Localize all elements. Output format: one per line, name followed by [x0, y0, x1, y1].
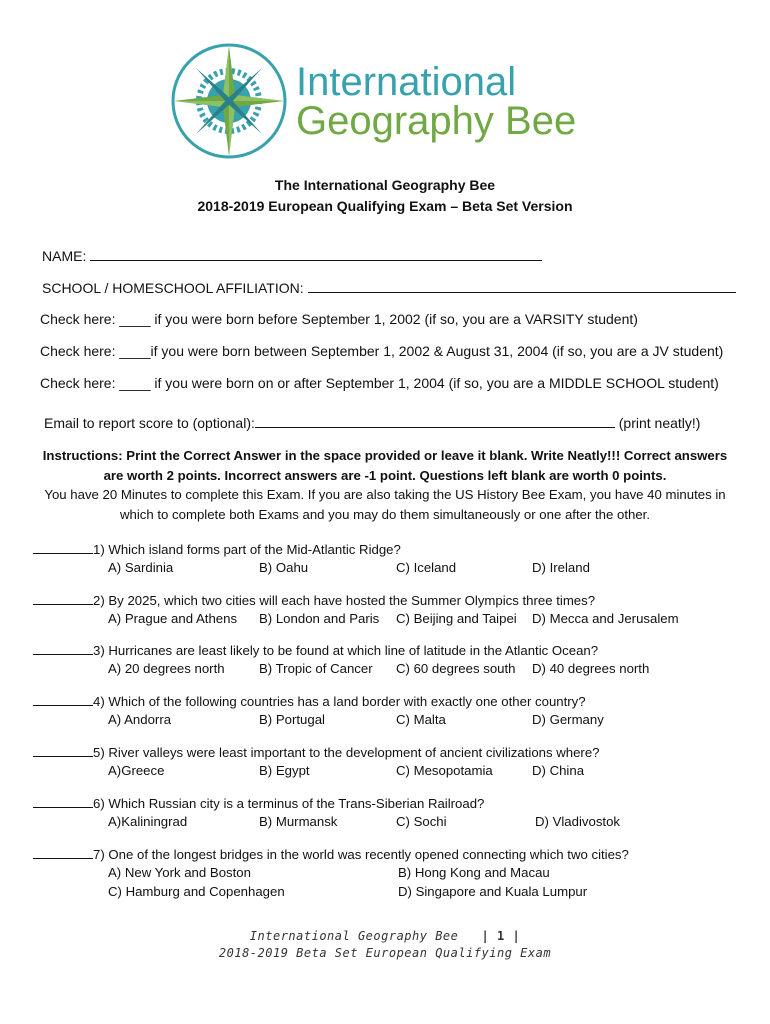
option: B) Portugal	[259, 712, 325, 727]
option: D) Singapore and Kuala Lumpur	[398, 884, 588, 899]
logo-wordmark-line1: International	[296, 60, 517, 104]
option: B) Murmansk	[259, 814, 338, 829]
check-middle-school[interactable]: Check here: ____ if you were born on or after September 1, 2004 (if so, you are a MIDDLE SCHOOL student)	[40, 375, 719, 391]
compass-rose-logo	[168, 40, 290, 162]
option: A) Sardinia	[108, 560, 174, 575]
option: C) Malta	[396, 712, 446, 727]
question-4[interactable]	[33, 693, 586, 709]
option: D) Mecca and Jerusalem	[532, 611, 679, 626]
option: B) Egypt	[259, 763, 310, 778]
option: C) Beijing and Taipei	[396, 611, 517, 626]
check-varsity[interactable]: Check here: ____ if you were born before September 1, 2002 (if so, you are a VARSITY student)	[40, 311, 638, 327]
option: C) Sochi	[396, 814, 447, 829]
option: C) Mesopotamia	[396, 763, 493, 778]
answer-blank[interactable]	[33, 592, 93, 605]
check-jv[interactable]: Check here: ____if you were born between September 1, 2002 & August 31, 2004 (if so, you are a JV student)	[40, 343, 724, 359]
footer-edition: 2018-2019 Beta Set European Qualifying Exam	[218, 946, 552, 960]
instructions	[40, 446, 730, 524]
email-label: Email to report score to (optional):	[44, 415, 255, 431]
question-text: 1) Which island forms part of the Mid-Atlantic Ridge?	[93, 542, 401, 557]
question-text: 7) One of the longest bridges in the world was recently opened connecting which two cities?	[93, 847, 629, 862]
school-line[interactable]	[308, 279, 736, 293]
option: B) London and Paris	[259, 611, 380, 626]
question-text: 2) By 2025, which two cities will each have hosted the Summer Olympics three times?	[93, 593, 596, 608]
question-text: 4) Which of the following countries has a land border with exactly one other country?	[93, 694, 586, 709]
school-field[interactable]	[42, 279, 736, 296]
option: A) Prague and Athens	[108, 611, 238, 626]
question-text: 3) Hurricanes are least likely to be found at which line of latitude in the Atlantic Ocean?	[93, 643, 599, 658]
answer-blank[interactable]	[33, 744, 93, 757]
option: D) Germany	[532, 712, 604, 727]
option: A) New York and Boston	[108, 865, 251, 880]
logo-wordmark-line2: Geography Bee	[296, 99, 577, 143]
name-label: NAME:	[42, 248, 87, 264]
footer-page-divider-left: |	[466, 929, 498, 943]
question-1[interactable]	[33, 541, 401, 557]
option: B) Oahu	[259, 560, 309, 575]
question-6[interactable]	[33, 795, 484, 811]
option: B) Tropic of Cancer	[259, 661, 373, 676]
answer-blank[interactable]	[33, 541, 93, 554]
instructions-normal: You have 20 Minutes to complete this Exam. If you are also taking the US History Bee Exam, you have 40 minutes in which to complete both Exams and you may do them simultaneously or one after the other.	[44, 487, 726, 522]
question-3[interactable]	[33, 642, 598, 658]
email-note: (print neatly!)	[618, 415, 701, 431]
footer-page-divider-right: |	[504, 929, 521, 943]
footer-org: International Geography Bee	[249, 929, 459, 943]
answer-blank[interactable]	[33, 795, 93, 808]
option: C) 60 degrees south	[396, 661, 516, 676]
footer-org-line	[0, 929, 770, 943]
option: D) 40 degrees north	[532, 661, 650, 676]
option: D) China	[532, 763, 585, 778]
option: A)Greece	[108, 763, 165, 778]
option: A) Andorra	[108, 712, 172, 727]
question-text: 6) Which Russian city is a terminus of the Trans-Siberian Railroad?	[93, 796, 485, 811]
option: A) 20 degrees north	[108, 661, 225, 676]
question-7[interactable]	[33, 846, 629, 862]
instructions-bold: Instructions: Print the Correct Answer in the space provided or leave it blank. Write Neatly!!! Correct answers are worth 2 points. Incorrect answers are -1 point. Questions left blank are worth 0 points.	[42, 448, 728, 483]
option: A)Kaliningrad	[108, 814, 188, 829]
answer-blank[interactable]	[33, 846, 93, 859]
name-line[interactable]	[90, 247, 542, 261]
option: D) Ireland	[532, 560, 590, 575]
option: C) Hamburg and Copenhagen	[108, 884, 285, 899]
page-title: The International Geography Bee	[274, 177, 496, 193]
answer-blank[interactable]	[33, 642, 93, 655]
question-5[interactable]	[33, 744, 600, 760]
email-line[interactable]	[255, 414, 615, 428]
page-subtitle: 2018-2019 European Qualifying Exam – Beta Set Version	[197, 198, 573, 214]
question-2[interactable]	[33, 592, 595, 608]
name-field[interactable]	[42, 247, 542, 264]
option: B) Hong Kong and Macau	[398, 865, 550, 880]
email-field[interactable]	[44, 414, 700, 431]
footer-page-number: 1	[497, 929, 505, 943]
option: C) Iceland	[396, 560, 457, 575]
option: D) Vladivostok	[535, 814, 621, 829]
answer-blank[interactable]	[33, 693, 93, 706]
school-label: SCHOOL / HOMESCHOOL AFFILIATION:	[42, 280, 304, 296]
question-text: 5) River valleys were least important to the development of ancient civilizations where?	[93, 745, 600, 760]
